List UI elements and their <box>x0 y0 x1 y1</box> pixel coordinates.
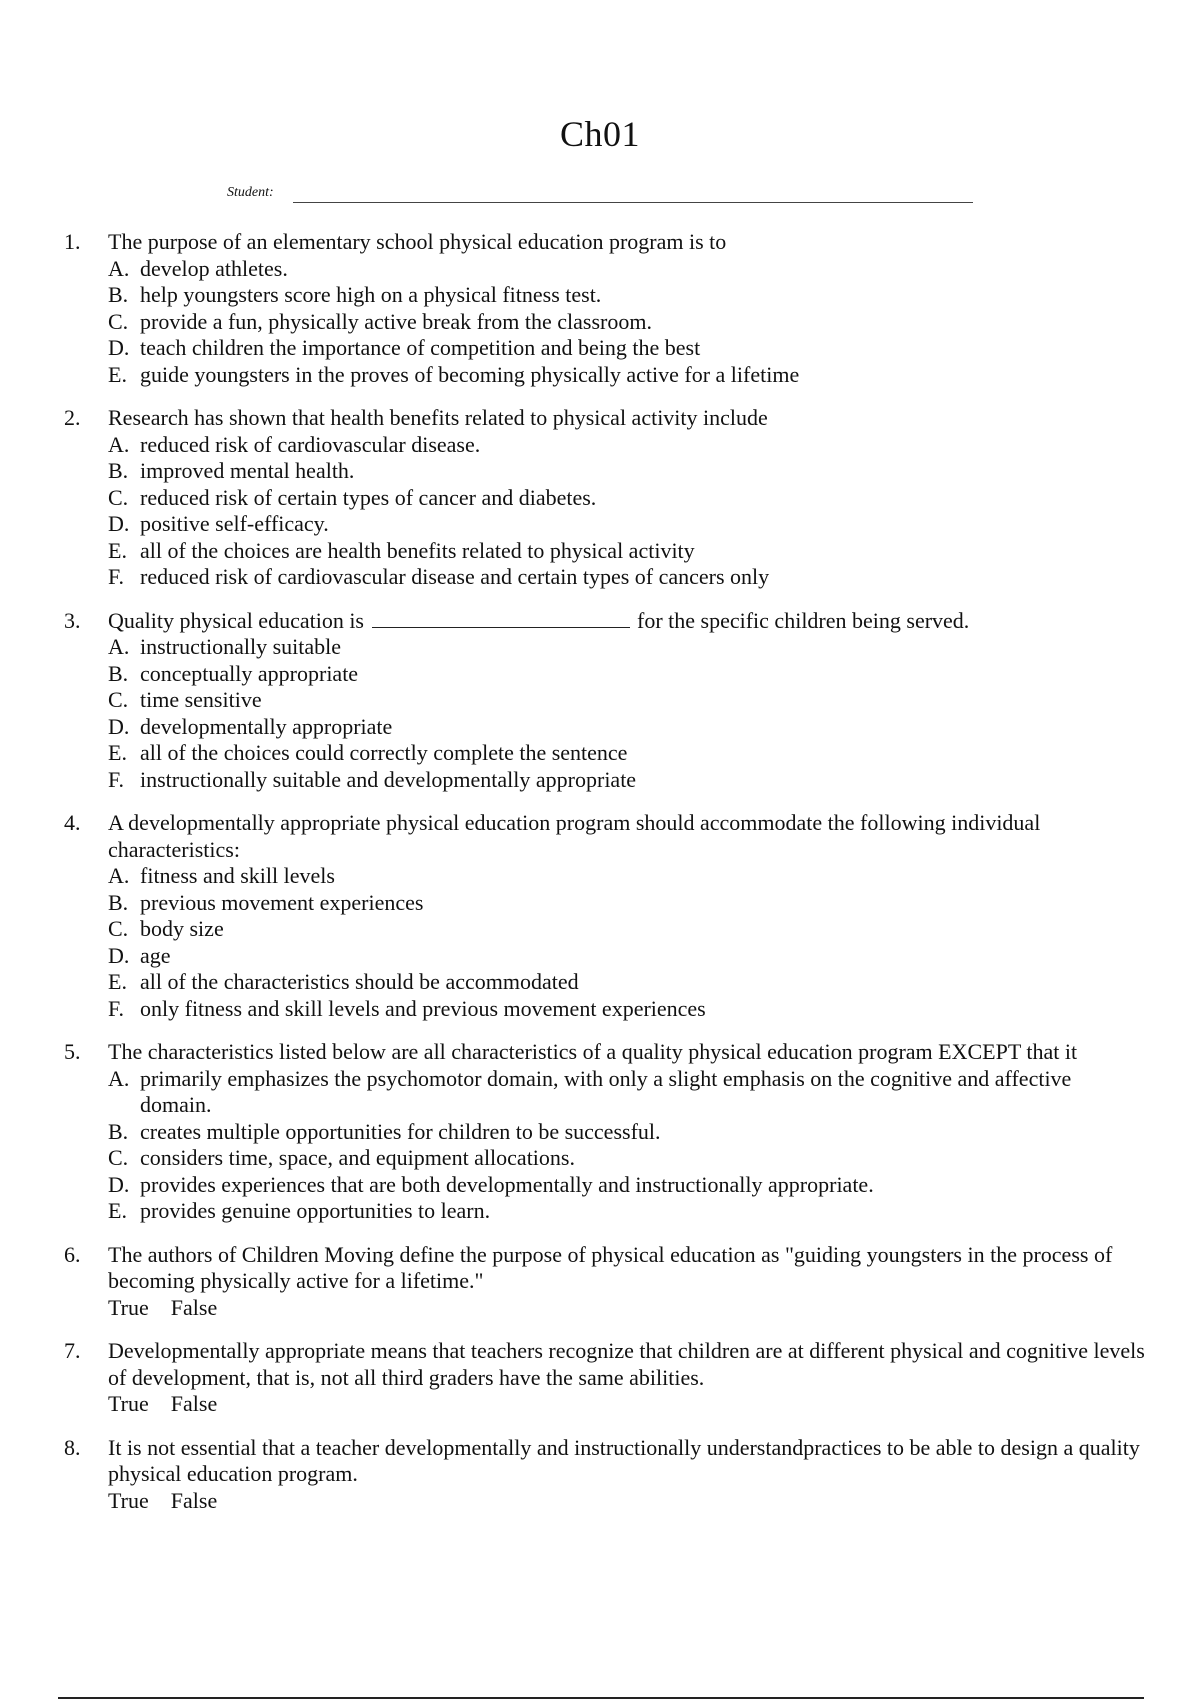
choice-text: improved mental health. <box>140 458 355 483</box>
choice-f <box>108 564 1148 591</box>
choice-e <box>108 1198 1148 1225</box>
question-text <box>108 608 1148 635</box>
choice-text: provides genuine opportunities to learn. <box>140 1198 491 1223</box>
choice-text: instructionally suitable <box>140 634 342 659</box>
choice-letter: E. <box>108 740 127 765</box>
choice-c <box>108 309 1148 336</box>
choice-a <box>108 634 1148 661</box>
choice-letter: E. <box>108 969 127 994</box>
choice-letter: D. <box>108 713 130 739</box>
choice-d <box>108 335 1148 362</box>
choice-letter: A. <box>108 431 130 457</box>
choice-letter: B. <box>108 660 129 686</box>
question-4 <box>58 810 1148 1022</box>
page-title: Ch01 <box>559 114 640 154</box>
choice-b <box>108 661 1148 688</box>
choice-text: instructionally suitable and developmentally appropriate <box>140 766 637 792</box>
choice-text: reduced risk of cardiovascular disease. <box>140 431 481 457</box>
question-number: 8. <box>64 1434 81 1460</box>
choice-letter: A. <box>108 634 130 659</box>
choice-text: age <box>140 942 171 968</box>
choice-letter: C. <box>108 916 129 941</box>
question-text: Developmentally appropriate means that teachers recognize that children are at different physical and cognitive levels of development, that is, not all third graders have the same abilities. <box>108 1338 1145 1390</box>
question-2 <box>58 405 1148 591</box>
choice-letter: C. <box>108 484 129 510</box>
footer-divider <box>58 1697 1144 1699</box>
question-text: The purpose of an elementary school physical education program is to <box>108 229 727 254</box>
false-option: False <box>170 1391 218 1416</box>
choice-text: develop athletes. <box>140 255 288 281</box>
question-number: 1. <box>64 229 81 254</box>
choice-letter: F. <box>108 995 124 1021</box>
question-number: 5. <box>64 1039 81 1064</box>
false-option: False <box>170 1487 218 1513</box>
choice-d <box>108 511 1148 538</box>
choice-text: only fitness and skill levels and previous movement experiences <box>140 995 706 1021</box>
choice-d <box>108 714 1148 741</box>
choice-e <box>108 740 1148 767</box>
choice-e <box>108 362 1148 389</box>
question-text: The authors of Children Moving define the purpose of physical education as "guiding youngsters in the process of becoming physically active for a lifetime." <box>108 1241 1113 1293</box>
choice-text: considers time, space, and equipment allocations. <box>140 1145 575 1170</box>
choice-f <box>108 767 1148 794</box>
question-text: The characteristics listed below are all characteristics of a quality physical education program EXCEPT that it <box>108 1039 1078 1064</box>
choice-letter: A. <box>108 863 130 888</box>
question-number: 2. <box>64 405 81 430</box>
choice-text: fitness and skill levels <box>140 863 335 888</box>
choice-a <box>108 863 1148 890</box>
question-text: Research has shown that health benefits related to physical activity include <box>108 405 768 430</box>
question-3 <box>58 608 1148 794</box>
choice-text: body size <box>140 916 224 941</box>
choice-letter: D. <box>108 942 130 968</box>
choice-letter: B. <box>108 889 129 915</box>
choice-c <box>108 687 1148 714</box>
choice-letter: E. <box>108 537 127 563</box>
choice-text: reduced risk of cardiovascular disease and certain types of cancers only <box>140 564 770 589</box>
choice-text: conceptually appropriate <box>140 660 359 686</box>
choice-e <box>108 538 1148 565</box>
choice-letter: A. <box>108 255 130 281</box>
choice-letter: C. <box>108 687 129 712</box>
choice-text: positive self-efficacy. <box>140 511 329 536</box>
choice-letter: C. <box>108 308 129 334</box>
true-false-options <box>108 1488 1148 1515</box>
choice-text: all of the choices are health benefits related to physical activity <box>140 537 695 563</box>
choice-letter: F. <box>108 766 124 792</box>
choice-text: all of the choices could correctly complete the sentence <box>140 740 628 765</box>
choice-d <box>108 1172 1148 1199</box>
question-8 <box>58 1435 1148 1515</box>
student-label: Student: <box>227 185 274 200</box>
choice-text: provides experiences that are both developmentally and instructionally appropriate. <box>140 1171 874 1197</box>
choice-b <box>108 890 1148 917</box>
question-number: 7. <box>64 1338 81 1363</box>
choice-letter: D. <box>108 335 130 360</box>
student-name-line[interactable] <box>293 202 973 203</box>
question-6 <box>58 1242 1148 1322</box>
choice-letter: E. <box>108 1198 127 1223</box>
choice-text: primarily emphasizes the psychomotor domain, with only a slight emphasis on the cognitive and affective domain. <box>140 1065 1072 1117</box>
choice-text: teach children the importance of competition and being the best <box>140 335 701 360</box>
choice-text: creates multiple opportunities for children to be successful. <box>140 1118 661 1144</box>
choice-a <box>108 256 1148 283</box>
choice-text: all of the characteristics should be accommodated <box>140 969 579 994</box>
question-text: It is not essential that a teacher developmentally and instructionally understandpractices to be able to design a quality physical education program. <box>108 1434 1140 1486</box>
true-option: True <box>108 1391 149 1416</box>
choice-f <box>108 996 1148 1023</box>
false-option: False <box>170 1294 218 1320</box>
question-text-before-blank: Quality physical education is <box>108 607 364 633</box>
choice-text: help youngsters score high on a physical fitness test. <box>140 282 602 307</box>
question-5 <box>58 1039 1148 1225</box>
choice-letter: B. <box>108 458 129 483</box>
choice-letter: D. <box>108 1171 130 1197</box>
true-false-options <box>108 1391 1148 1418</box>
choice-c <box>108 1145 1148 1172</box>
choice-letter: D. <box>108 511 130 536</box>
choice-text: time sensitive <box>140 687 262 712</box>
choice-b <box>108 282 1148 309</box>
fill-in-blank <box>372 609 630 628</box>
question-number: 4. <box>64 810 81 835</box>
question-text-after-blank: for the specific children being served. <box>637 607 970 633</box>
true-option: True <box>108 1487 149 1513</box>
choice-text: provide a fun, physically active break from the classroom. <box>140 308 652 334</box>
true-option: True <box>108 1294 149 1320</box>
choice-c <box>108 916 1148 943</box>
choice-letter: E. <box>108 361 127 387</box>
question-number: 6. <box>64 1241 81 1267</box>
question-list <box>58 229 1148 1531</box>
choice-letter: B. <box>108 282 129 307</box>
question-number: 3. <box>64 607 81 633</box>
question-1 <box>58 229 1148 388</box>
choice-text: previous movement experiences <box>140 889 424 915</box>
choice-letter: A. <box>108 1065 130 1091</box>
choice-letter: B. <box>108 1118 129 1144</box>
true-false-options <box>108 1295 1148 1322</box>
choice-d <box>108 943 1148 970</box>
choice-b <box>108 1119 1148 1146</box>
choice-letter: F. <box>108 564 124 589</box>
choice-text: guide youngsters in the proves of becoming physically active for a lifetime <box>140 361 800 387</box>
choice-a <box>108 432 1148 459</box>
choice-a <box>108 1066 1148 1119</box>
choice-letter: C. <box>108 1145 129 1170</box>
choice-text: developmentally appropriate <box>140 713 393 739</box>
question-text: A developmentally appropriate physical education program should accommodate the following individual characteristics: <box>108 810 1041 862</box>
choice-text: reduced risk of certain types of cancer and diabetes. <box>140 484 597 510</box>
choice-b <box>108 458 1148 485</box>
choice-c <box>108 485 1148 512</box>
question-7 <box>58 1338 1148 1418</box>
choice-e <box>108 969 1148 996</box>
